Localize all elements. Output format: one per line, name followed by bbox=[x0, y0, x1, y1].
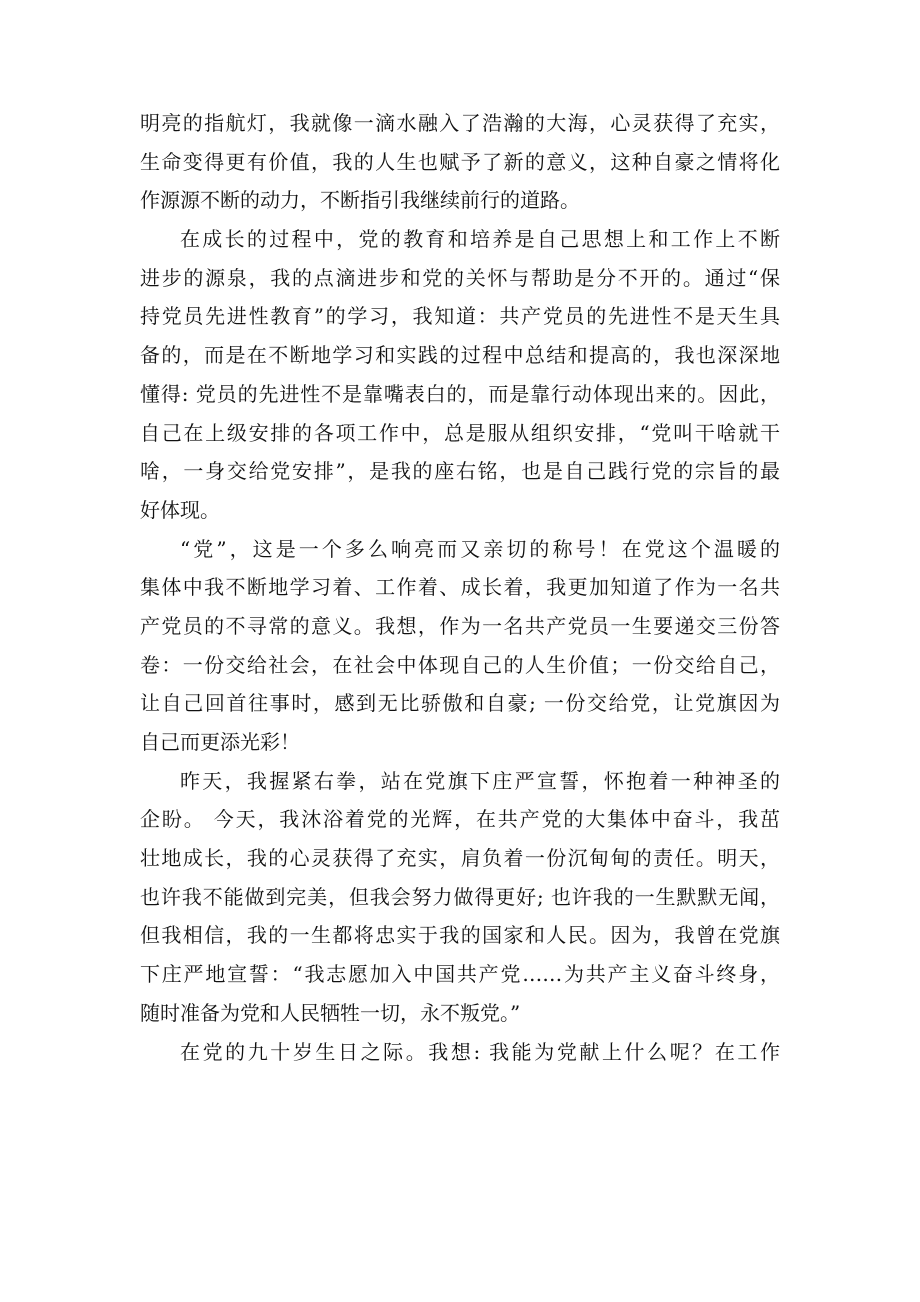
text-line: 进步的源泉，我的点滴进步和党的关怀与帮助是分不开的。通过“保 bbox=[140, 265, 780, 290]
text-line: 下庄严地宣誓：“我志愿加入中国共产党……为共产主义奋斗终身， bbox=[140, 962, 780, 987]
text-line: 明亮的指航灯，我就像一滴水融入了浩瀚的大海，心灵获得了充实， bbox=[140, 111, 780, 135]
text-line: 昨天，我握紧右拳，站在党旗下庄严宣誓，怀抱着一种神圣的 bbox=[180, 768, 780, 793]
paragraph bbox=[140, 762, 780, 1033]
text-line: 好体现。 bbox=[140, 497, 220, 522]
text-line: 也许我不能做到完美，但我会努力做得更好; 也许我的一生默默无闻， bbox=[140, 884, 780, 909]
document-body bbox=[140, 104, 780, 1071]
text-line: 自己而更添光彩！ bbox=[140, 730, 300, 754]
paragraph bbox=[140, 220, 780, 530]
text-line: 随时准备为党和人民牺牲一切，永不叛党。” bbox=[140, 1000, 521, 1025]
text-line: 备的，而是在不断地学习和实践的过程中总结和提高的，我也深深地 bbox=[140, 343, 780, 368]
text-line: 懂得: 党员的先进性不是靠嘴表白的，而是靠行动体现出来的。因此， bbox=[140, 381, 780, 406]
text-line: 但我相信，我的一生都将忠实于我的国家和人民。因为，我曾在党旗 bbox=[140, 923, 780, 948]
paragraph bbox=[140, 1033, 780, 1072]
text-line: 啥，一身交给党安排”，是我的座右铭，也是自己践行党的宗旨的最 bbox=[140, 459, 780, 484]
text-line: 持党员先进性教育”的学习，我知道：共产党员的先进性不是天生具 bbox=[140, 304, 780, 329]
paragraph bbox=[140, 530, 780, 762]
text-line: 企盼。 今天，我沐浴着党的光辉，在共产党的大集体中奋斗，我茁 bbox=[140, 807, 780, 832]
text-line: 自己在上级安排的各项工作中，总是服从组织安排，“党叫干啥就干 bbox=[140, 420, 780, 445]
text-line: “党”，这是一个多么响亮而又亲切的称号！在党这个温暖的 bbox=[180, 536, 780, 561]
text-line: 在成长的过程中，党的教育和培养是自己思想上和工作上不断 bbox=[180, 227, 780, 252]
text-line: 让自己回首往事时，感到无比骄傲和自豪; 一份交给党，让党旗因为 bbox=[140, 691, 780, 716]
text-line: 作源源不断的动力，不断指引我继续前行的道路。 bbox=[140, 188, 580, 213]
text-line: 产党员的不寻常的意义。我想，作为一名共产党员一生要递交三份答 bbox=[140, 613, 780, 638]
text-line: 集体中我不断地学习着、工作着、成长着，我更加知道了作为一名共 bbox=[140, 575, 780, 600]
text-line: 生命变得更有价值，我的人生也赋予了新的意义，这种自豪之情将化 bbox=[140, 149, 780, 174]
paragraph bbox=[140, 104, 780, 220]
text-line: 卷：一份交给社会，在社会中体现自己的人生价值；一份交给自己， bbox=[140, 652, 780, 677]
text-line: 壮地成长，我的心灵获得了充实，肩负着一份沉甸甸的责任。明天， bbox=[140, 846, 780, 871]
text-line: 在党的九十岁生日之际。我想: 我能为党献上什么呢？在工作 bbox=[180, 1039, 780, 1064]
